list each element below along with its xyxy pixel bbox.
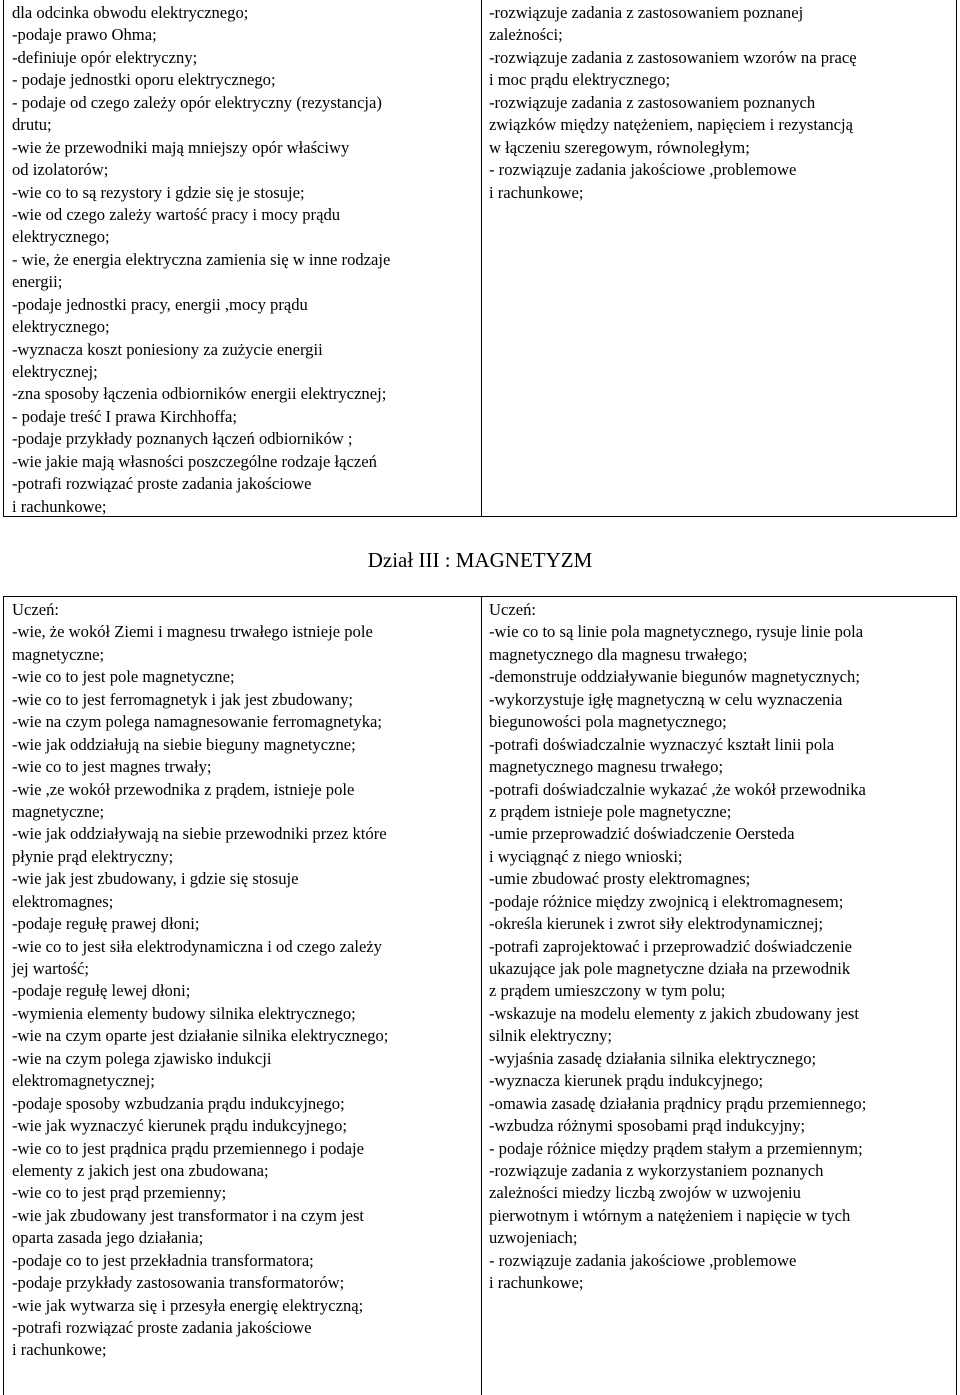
table-middle-divider-top [481,0,482,517]
text-line: magnetycznego magnesu trwałego; [489,757,724,777]
section-title: Dział III : MAGNETYZM [367,548,593,572]
lower-top-border [3,596,957,597]
text-line: -wie co to jest pole magnetyczne; [12,667,235,687]
text-line: oparta zasada jego działania; [12,1228,204,1248]
text-line: magnetyczne; [12,801,105,821]
text-line: i rachunkowe; [489,182,584,202]
text-line: -wie co to jest prąd przemienny; [12,1183,227,1203]
text-line: -wie jak jest zbudowany, i gdzie się stosuje [12,869,299,889]
text-line: -wyjaśnia zasadę działania silnika elektrycznego; [489,1048,817,1068]
text-line: i wyciągnąć z niego wnioski; [489,846,683,866]
text-line: związków między natężeniem, napięciem i rezystancją [489,115,853,135]
text-line: -wzbudza różnymi sposobami prąd indukcyjny; [489,1116,806,1136]
text-line: -wie że przewodniki mają mniejszy opór właściwy [12,137,350,157]
text-line: silnik elektryczny; [489,1026,613,1046]
text-line: -rozwiązuje zadania z wykorzystaniem poznanych [489,1160,824,1180]
text-line: -podaje co to jest przekładnia transformatora; [12,1250,314,1270]
text-line: -rozwiązuje zadania z zastosowaniem poznanej [489,3,804,22]
lower-right-border [956,596,957,1395]
text-line: -wie jakie mają własności poszczególne rodzaje łączeń [12,451,377,471]
text-line: -umie zbudować prosty elektromagnes; [489,869,751,889]
text-line: -zna sposoby łączenia odbiorników energii elektrycznej; [12,384,387,404]
text-line: zależności miedzy liczbą zwojów w uzwojeniu [489,1183,801,1203]
lower-left-border [3,596,4,1395]
text-line: -wie na czym polega zjawisko indukcji [12,1048,272,1068]
text-line: -wie co to jest ferromagnetyk i jak jest zbudowany; [12,689,353,709]
bottom-right-cell [489,599,954,1295]
text-line: -wie jak zbudowany jest transformator i na czym jest [12,1205,365,1225]
text-line: z prądem istnieje pole magnetyczne; [489,801,732,821]
text-line: elektrycznego; [12,317,110,337]
text-line: elektromagnes; [12,891,114,911]
text-line: -wie jak wytwarza się i przesyła energię elektryczną; [12,1295,364,1315]
text-line: -wie na czym polega namagnesowanie ferromagnetyka; [12,712,382,732]
text-line: płynie prąd elektryczny; [12,846,174,866]
text-line: zależności; [489,25,563,45]
text-line: -omawia zasadę działania prądnicy prądu przemiennego; [489,1093,867,1113]
text-line: -wie jak wyznaczyć kierunek prądu indukcyjnego; [12,1116,347,1136]
text-line: uzwojeniach; [489,1228,578,1248]
text-line: -wie od czego zależy wartość pracy i mocy prądu [12,204,341,224]
text-line: -podaje jednostki pracy, energii ,mocy prądu [12,294,308,314]
text-line: -podaje prawo Ohma; [12,25,157,45]
text-line: elektromagnetycznej; [12,1071,155,1091]
text-line: -wie ,ze wokół przewodnika z prądem, istnieje pole [12,779,355,799]
bottom-left-cell [12,599,477,1362]
text-line: - podaje treść I prawa Kirchhoffa; [12,406,237,426]
text-line: -podaje regułę lewej dłoni; [12,981,191,1001]
text-line: - rozwiązuje zadania jakościowe ,problemowe [489,1250,797,1270]
text-line: -wie co to jest magnes trwały; [12,757,212,777]
text-line: -rozwiązuje zadania z zastosowaniem poznanych [489,92,816,112]
text-line: -podaje przykłady poznanych łączeń odbiorników ; [12,429,353,449]
text-line: -wie co to jest siła elektrodynamiczna i od czego zależy [12,936,382,956]
text-line: -określa kierunek i zwrot siły elektrodynamicznej; [489,914,824,934]
bottom-right-heading: Uczeń: [489,600,536,619]
text-line: i rachunkowe; [12,1340,107,1360]
text-line: -wskazuje na modelu elementy z jakich zbudowany jest [489,1003,860,1023]
text-line: drutu; [12,115,52,135]
text-line: -potrafi rozwiązać proste zadania jakościowe [12,1318,312,1337]
text-line: -wyznacza koszt poniesiony za zużycie energii [12,339,323,359]
text-line: -potrafi doświadczalnie wykazać ,że wokół przewodnika [489,779,866,799]
text-line: -potrafi rozwiązać proste zadania jakościowe [12,474,312,494]
text-line: - podaje jednostki oporu elektrycznego; [12,70,276,90]
text-line: - wie, że energia elektryczna zamienia się w inne rodzaje [12,249,391,269]
text-line: -definiuje opór elektryczny; [12,47,198,67]
text-line: energii; [12,272,63,292]
text-line: -wie jak oddziałują na siebie bieguny magnetyczne; [12,734,356,754]
text-line: -wykorzystuje igłę magnetyczną w celu wyznaczenia [489,689,843,709]
text-line: -wymienia elementy budowy silnika elektrycznego; [12,1003,356,1023]
text-line: -podaje regułę prawej dłoni; [12,914,200,934]
text-line: biegunowości pola magnetycznego; [489,712,727,732]
text-line: -potrafi doświadczalnie wyznaczyć kształt linii pola [489,734,835,754]
text-line: - podaje od czego zależy opór elektryczny (rezystancja) [12,92,382,112]
lower-middle-divider [481,596,482,1395]
text-line: magnetyczne; [12,644,105,664]
text-line: elektrycznego; [12,227,110,247]
top-right-cell [489,2,954,204]
table-right-border [956,0,957,517]
text-line: -wyznacza kierunek prądu indukcyjnego; [489,1071,764,1091]
text-line: -rozwiązuje zadania z zastosowaniem wzorów na pracę [489,47,857,67]
text-line: -umie przeprowadzić doświadczenie Oersteda [489,824,795,844]
text-line: -wie co to są rezystory i gdzie się je stosuje; [12,182,305,202]
text-line: - podaje różnice między prądem stałym a przemiennym; [489,1138,863,1158]
text-line: -podaje przykłady zastosowania transformatorów; [12,1273,345,1293]
text-line: i rachunkowe; [12,496,107,516]
text-line: -wie co to są linie pola magnetycznego, rysuje linie pola [489,622,864,642]
text-line: i rachunkowe; [489,1273,584,1293]
text-line: -podaje sposoby wzbudzania prądu indukcyjnego; [12,1093,345,1113]
text-line: -wie na czym oparte jest działanie silnika elektrycznego; [12,1026,389,1046]
text-line: pierwotnym i wtórnym a natężeniem i napięcie w tych [489,1205,851,1225]
text-line: -wie, że wokół Ziemi i magnesu trwałego istnieje pole [12,622,373,642]
text-line: -podaje różnice między zwojnicą i elektromagnesem; [489,891,844,911]
text-line: -potrafi zaprojektować i przeprowadzić doświadczenie [489,936,853,956]
text-line: od izolatorów; [12,160,109,180]
text-line: ukazujące jak pole magnetyczne działa na przewodnik [489,959,851,978]
text-line: -wie co to jest prądnica prądu przemiennego i podaje [12,1138,365,1158]
text-line: -demonstruje oddziaływanie biegunów magnetycznych; [489,667,860,687]
table-left-border [3,0,4,517]
text-line: dla odcinka obwodu elektrycznego; [12,3,249,22]
text-line: magnetycznego dla magnesu trwałego; [489,644,748,664]
text-line: -wie jak oddziaływają na siebie przewodniki przez które [12,824,387,844]
text-line: - rozwiązuje zadania jakościowe ,problemowe [489,160,797,180]
text-line: w łączeniu szeregowym, równoległym; [489,137,750,157]
bottom-left-heading: Uczeń: [12,600,59,619]
text-line: z prądem umieszczony w tym polu; [489,981,726,1001]
text-line: jej wartość; [12,959,89,978]
text-line: elektrycznej; [12,362,98,381]
text-line: elementy z jakich jest ona zbudowana; [12,1160,269,1180]
top-left-cell [12,2,477,518]
text-line: i moc prądu elektrycznego; [489,70,671,90]
